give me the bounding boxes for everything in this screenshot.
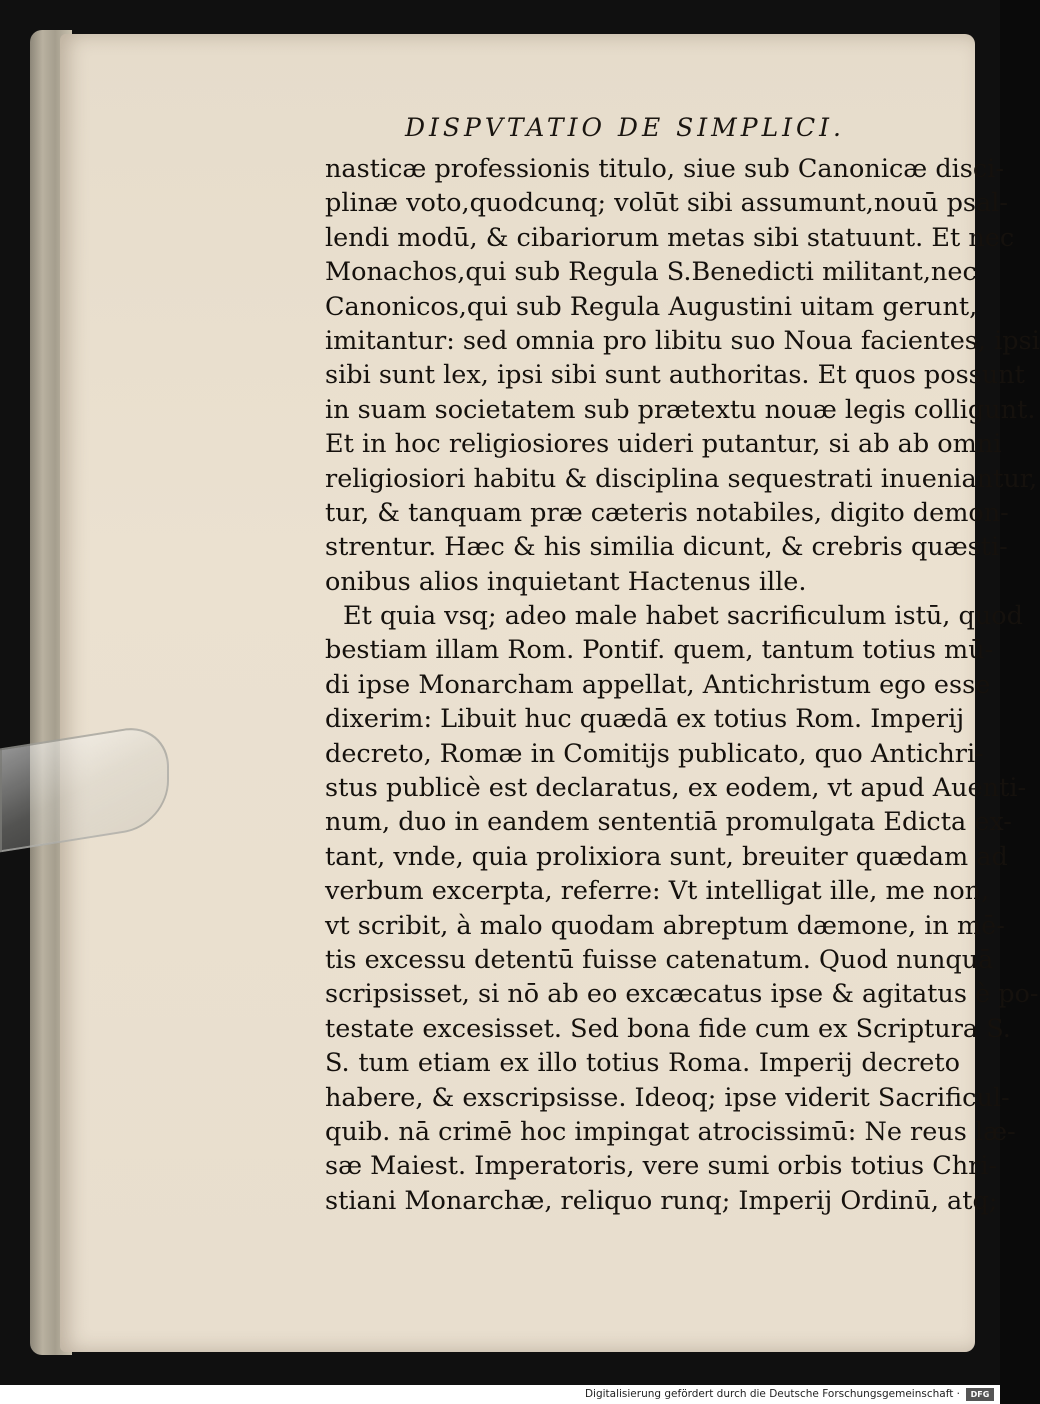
text-line: S. tum etiam ex illo totius Roma. Imperij decreto [325,1048,960,1079]
text-line: onibus alios inquietant Hactenus ille. [325,566,807,597]
text-line: stiani Monarchæ, reliquo runq; Imperij Ordinū, atq; [325,1185,998,1216]
text-line: Et quia vsq; adeo male habet sacrificulum istū, quod [343,601,1023,632]
text-line: Canonicos,qui sub Regula Augustini uitam gerunt, [325,291,978,322]
text-line: tur, & tanquam præ cæteris notabiles, digito demon- [325,497,1009,528]
text-line: imitantur: sed omnia pro libitu suo Noua facientes, ipsi [325,325,1040,356]
text-line: Monachos,qui sub Regula S.Benedicti militant,nec [325,257,977,288]
text-line: lendi modū, & cibariorum metas sibi statuunt. Et nec [325,222,1015,253]
text-line: dixerim: Libuit huc quædā ex totius Rom. Imperij [325,704,965,735]
text-line: religiosiori habitu & disciplina sequestrati inueniantur, [325,463,1038,494]
text-line: sibi sunt lex, ipsi sibi sunt authoritas. Et quos possunt [325,360,1025,391]
text-line: stus publicè est declaratus, ex eodem, vt apud Auenti- [325,773,1027,804]
text-line: nasticæ professionis titulo, siue sub Canonicæ disci- [325,154,1004,184]
text-line: strentur. Hæc & his similia dicunt, & crebris quæsti- [325,532,1008,563]
text-line: in suam societatem sub prætextu nouæ legis colligunt. [325,394,1036,425]
running-head: DISPVTATIO DE SIMPLICI. [405,113,845,142]
text-line: tis excessu detentū fuisse catenatum. Quod nunquā [325,944,994,975]
page-text [325,152,1040,1218]
text-line: testate excesisset. Sed bona fide cum ex Scriptura S. [325,1013,1011,1044]
dfg-logo: DFG [966,1388,994,1401]
text-line: sæ Maiest. Imperatoris, vere sumi orbis totius Chri- [325,1151,998,1182]
text-line: num, duo in eandem sententiā promulgata Edicta ex- [325,807,1012,838]
digitization-credit: Digitalisierung gefördert durch die Deutsche Forschungsgemeinschaft · [584,1388,960,1400]
text-line: verbum excerpta, referre: Vt intelligat ille, me non, [325,876,990,907]
text-line: decreto, Romæ in Comitijs publicato, quo Antichri- [325,738,984,769]
text-line: vt scribit, à malo quodam abreptum dæmone, in mē- [325,910,1005,941]
text-line: habere, & exscripsisse. Ideoq; ipse viderit Sacrificul- [325,1082,1010,1113]
text-line: plinæ voto,quodcunq; volūt sibi assumunt,nouū psal- [325,188,1008,219]
text-line: scripsisset, si nō ab eo excæcatus ipse & agitatus è po- [325,979,1039,1010]
text-line: Et in hoc religiosiores uideri putantur, si ab ab omni [325,429,1002,460]
text-line: bestiam illam Rom. Pontif. quem, tantum totius mū- [325,635,994,666]
text-line: tant, vnde, quia prolixiora sunt, breuiter quædam ad [325,841,1008,872]
text-line: quib. nā crimē hoc impingat atrocissimū: Ne reus læ- [325,1116,1016,1147]
text-line: di ipse Monarcham appellat, Antichristum ego esse [325,669,991,700]
